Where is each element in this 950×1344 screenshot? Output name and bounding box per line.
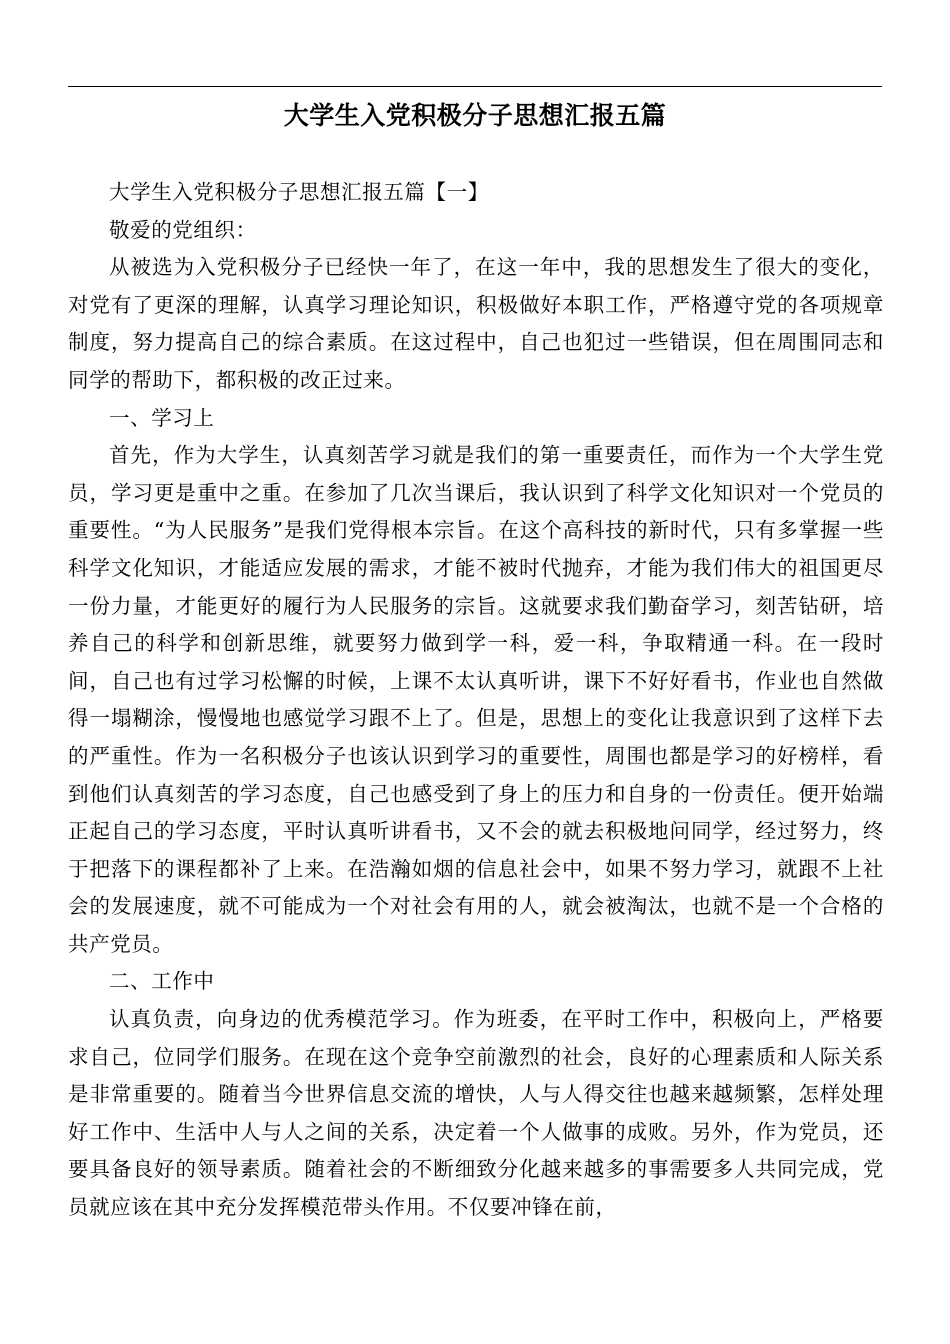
study-paragraph: 首先，作为大学生，认真刻苦学习就是我们的第一重要责任，而作为一个大学生党员，学习更是重中之重。在参加了几次当课后，我认识到了科学文化知识对一个党员的重要性。“为人民服务”是我们党得根本宗旨。在这个高科技的新时代，只有多掌握一些科学文化知识，才能适应发展的需求，才能不被时代抛弃，才能为我们伟大的祖国更尽一份力量，才能更好的履行为人民服务的宗旨。这就要求我们勤奋学习，刻苦钻研，培养自己的科学和创新思维，就要努力做到学一科，爱一科，争取精通一科。在一段时间，自己也有过学习松懈的时候，上课不太认真听讲，课下不好好看书，作业也自然做得一塌糊涂，慢慢地也感觉学习跟不上了。但是，思想上的变化让我意识到了这样下去的严重性。作为一名积极分子也该认识到学习的重要性，周围也都是学习的好榜样，看到他们认真刻苦的学习态度，自己也感受到了身上的压力和自身的一份责任。便开始端正起自己的学习态度，平时认真听讲看书，又不会的就去积极地问同学，经过努力，终于把落下的课程都补了上来。在浩瀚如烟的信息社会中，如果不努力学习，就跟不上社会的发展速度，就不可能成为一个对社会有用的人，就会被淘汰，也就不是一个合格的共产党员。 — [68, 443, 884, 956]
section-heading-one: 大学生入党积极分子思想汇报五篇【一】 — [109, 180, 489, 204]
document-body — [68, 174, 884, 1227]
header-rule — [68, 86, 882, 87]
salutation: 敬爱的党组织： — [109, 217, 257, 242]
subheading-study: 一、学习上 — [109, 405, 215, 430]
work-paragraph: 认真负责，向身边的优秀模范学习。作为班委，在平时工作中，积极向上，严格要求自己，位同学们服务。在现在这个竞争空前激烈的社会，良好的心理素质和人际关系是非常重要的。随着当今世界信息交流的增快，人与人得交往也越来越频繁，怎样处理好工作中、生活中人与人之间的关系，决定着一个人做事的成败。另外，作为党员，还要具备良好的领导素质。随着社会的不断细致分化越来越多的事需要多人共同完成，党员就应该在其中充分发挥模范带头作用。不仅要冲锋在前， — [68, 1007, 884, 1220]
document-title: 大学生入党积极分子思想汇报五篇 — [283, 101, 667, 130]
subheading-work: 二、工作中 — [109, 969, 215, 994]
intro-paragraph: 从被选为入党积极分子已经快一年了，在这一年中，我的思想发生了很大的变化，对党有了更深的理解，认真学习理论知识，积极做好本职工作，严格遵守党的各项规章制度，努力提高自己的综合素质。在这过程中，自己也犯过一些错误，但在周围同志和同学的帮助下，都积极的改正过来。 — [68, 255, 884, 392]
